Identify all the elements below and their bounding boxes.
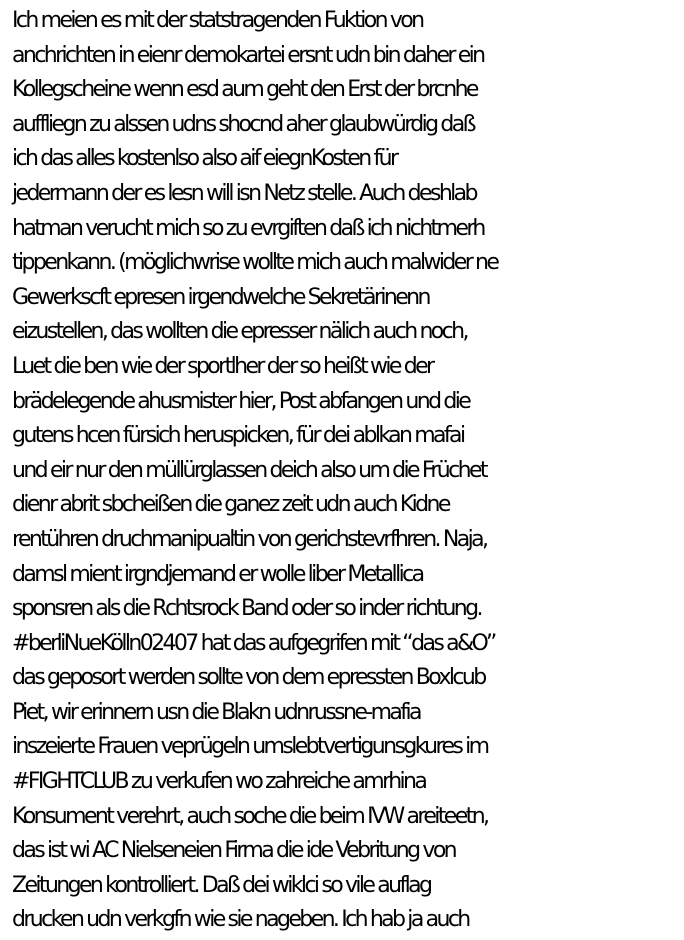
text-line: #FIGHTCLUB zu verkufen wo zahreiche amrhina <box>12 769 426 795</box>
body-text <box>12 4 684 938</box>
text-line: Kollegscheine wenn esd aum geht den Erst der brcnhe <box>12 77 477 103</box>
text-line: Zeitungen kontrolliert. Daß dei wiklci so vile auflag <box>12 872 431 898</box>
text-line: anchrichten in eienr demokartei ersnt udn bin daher ein <box>12 42 484 68</box>
text-line: tippenkann. (möglichwrise wollte mich auch malwider ne <box>12 250 498 276</box>
text-line: damsl mient irgndjemand er wolle liber Metallica <box>12 561 423 587</box>
text-line: Piet, wir erinnern usn die Blakn udnrussne-mafia <box>12 699 420 725</box>
text-line: brädelegende ahusmister hier, Post abfangen und die <box>12 388 470 414</box>
text-line: dienr abrit sbcheißen die ganez zeit udn auch Kidne <box>12 492 449 518</box>
text-line: #berliNueKölln02407 hat das aufgegrifen mit “das a&O” <box>12 630 495 656</box>
text-line: das geposort werden sollte von dem epressten Boxlcub <box>12 665 485 691</box>
text-line: sponsren als die Rchtsrock Band oder so inder richtung. <box>12 596 481 622</box>
text-line: Konsument verehrt, auch soche die beim IVW areiteetn, <box>12 803 488 829</box>
text-line: jedermann der es lesn will isn Netz stelle. Auch deshlab <box>12 180 476 206</box>
text-line: Ich meien es mit der statstragenden Fuktion von <box>12 8 423 33</box>
text-line: das ist wi AC Nielseneien Firma die ide Vebritung von <box>12 838 456 864</box>
text-line: Luet die ben wie der sportlher der so heißt wie der <box>12 353 433 379</box>
text-line: drucken udn verkgfn wie sie nageben. Ich hab ja auch <box>12 907 469 933</box>
text-line: inszeierte Frauen veprügeln umslebtvertigunsgkures im <box>12 734 488 760</box>
text-line: gutens hcen fürsich heruspicken, für dei ablkan mafai <box>12 423 464 449</box>
text-line: eizustellen, das wollten die epresser nälich auch noch, <box>12 319 467 345</box>
text-line: Gewerkscft epresen irgendwelche Sekretärinenn <box>12 284 429 310</box>
text-line: rentühren druchmanipualtin von gerichstevrfhren. Naja, <box>12 526 487 552</box>
text-line: ich das alles kostenlso also aif eiegnKosten für <box>12 146 397 172</box>
text-line: auffliegn zu alssen udns shocnd aher glaubwürdig daß <box>12 111 474 137</box>
text-line: hatman veruсht mich so zu evrgiften daß ich nichtmerh <box>12 215 484 241</box>
text-line: und eir nur den müllürglassen deich also um die Früchet <box>12 457 486 483</box>
